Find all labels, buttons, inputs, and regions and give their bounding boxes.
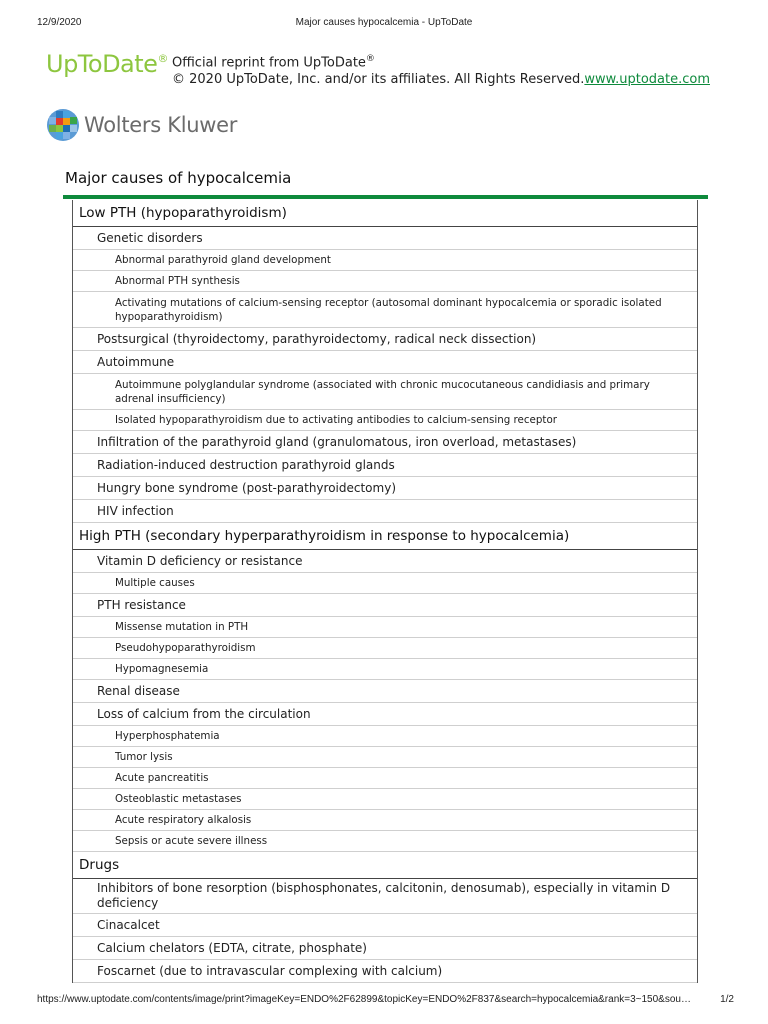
subcause-row	[73, 410, 697, 431]
cause-row	[73, 500, 697, 523]
row-text: Autoimmune polyglandular syndrome (associated with chronic mucocutaneous candidiasis and primary adrenal insufficiency)	[115, 378, 650, 405]
row-text: Acute respiratory alkalosis	[115, 814, 252, 826]
cause-row	[73, 454, 697, 477]
subcause-row	[73, 292, 697, 328]
subcause-row	[73, 726, 697, 747]
title-divider	[63, 195, 708, 199]
row-text: Abnormal parathyroid gland development	[115, 254, 331, 266]
cause-row	[73, 477, 697, 500]
section-header-row	[73, 200, 697, 227]
row-text: Osteoblastic metastases	[115, 793, 242, 805]
row-text: Vitamin D deficiency or resistance	[97, 553, 303, 568]
print-date: 12/9/2020	[37, 17, 82, 28]
cause-row	[73, 227, 697, 250]
row-text: Autoimmune	[97, 354, 175, 369]
subcause-row	[73, 250, 697, 271]
subcause-row	[73, 747, 697, 768]
cause-row	[73, 879, 697, 914]
row-text: Radiation-induced destruction parathyroid glands	[97, 457, 395, 472]
row-text: Isolated hypoparathyroidism due to activating antibodies to calcium-sensing receptor	[115, 414, 557, 426]
subcause-row	[73, 768, 697, 789]
row-text: Infiltration of the parathyroid gland (granulomatous, iron overload, metastases)	[97, 434, 577, 449]
document-title: Major causes of hypocalcemia	[65, 169, 292, 187]
section-header-row	[73, 523, 697, 550]
uptodate-site-link[interactable]: www.uptodate.com	[584, 72, 710, 88]
row-text: Renal disease	[97, 683, 180, 698]
section-header-text: Drugs	[79, 856, 120, 873]
row-text: Multiple causes	[115, 577, 195, 589]
row-text: Activating mutations of calcium-sensing receptor (autosomal dominant hypocalcemia or sporadic isolated hypoparathyroidism)	[115, 296, 662, 323]
row-text: Tumor lysis	[115, 751, 173, 763]
subcause-row	[73, 617, 697, 638]
row-text: Hypomagnesemia	[115, 663, 209, 675]
print-page-title: Major causes hypocalcemia - UpToDate	[295, 17, 473, 28]
print-url: https://www.uptodate.com/contents/image/print?imageKey=ENDO%2F62899&topicKey=ENDO%2F837&search=hypocalcemia&rank=3~150&sou…	[37, 994, 691, 1005]
row-text: Inhibitors of bone resorption (bisphosphonates, calcitonin, denosumab), especially in vitamin D deficiency	[97, 881, 671, 910]
cause-row	[73, 937, 697, 960]
cause-row	[73, 328, 697, 351]
cause-row	[73, 351, 697, 374]
row-text: Foscarnet (due to intravascular complexing with calcium)	[97, 963, 443, 978]
row-text: Hyperphosphatemia	[115, 730, 220, 742]
row-text: Loss of calcium from the circulation	[97, 706, 311, 721]
cause-row	[73, 914, 697, 937]
subcause-row	[73, 573, 697, 594]
copyright-text: © 2020 UpToDate, Inc. and/or its affiliates. All Rights Reserved.	[172, 72, 585, 88]
section-header-row	[73, 852, 697, 879]
row-text: Hungry bone syndrome (post-parathyroidectomy)	[97, 480, 396, 495]
row-text: Genetic disorders	[97, 230, 203, 245]
row-text: Missense mutation in PTH	[115, 621, 249, 633]
reprint-notice	[172, 51, 710, 88]
row-text: Sepsis or acute severe illness	[115, 835, 268, 847]
logo-registered-mark: ®	[157, 52, 168, 65]
publisher-name: Wolters Kluwer	[84, 113, 238, 137]
subcause-row	[73, 789, 697, 810]
cause-row	[73, 703, 697, 726]
subcause-row	[73, 659, 697, 680]
subcause-row	[73, 271, 697, 292]
row-text: HIV infection	[97, 503, 174, 518]
row-text: Cinacalcet	[97, 917, 160, 932]
reprint-registered-mark: ®	[365, 54, 375, 64]
row-text: Calcium chelators (EDTA, citrate, phosphate)	[97, 940, 367, 955]
page-number: 1/2	[720, 994, 734, 1005]
row-text: Pseudohypoparathyroidism	[115, 642, 256, 654]
row-text: Postsurgical (thyroidectomy, parathyroidectomy, radical neck dissection)	[97, 331, 537, 346]
reprint-line: Official reprint from UpToDate	[172, 55, 366, 71]
row-text: PTH resistance	[97, 597, 186, 612]
causes-table	[72, 200, 698, 983]
wolters-kluwer-globe-icon	[46, 108, 80, 142]
subcause-row	[73, 831, 697, 852]
row-text: Abnormal PTH synthesis	[115, 275, 240, 287]
cause-row	[73, 594, 697, 617]
section-header-text: High PTH (secondary hyperparathyroidism in response to hypocalcemia)	[79, 527, 570, 544]
cause-row	[73, 431, 697, 454]
subcause-row	[73, 638, 697, 659]
subcause-row	[73, 374, 697, 410]
uptodate-logo[interactable]	[46, 50, 168, 78]
row-text: Acute pancreatitis	[115, 772, 209, 784]
section-header-text: Low PTH (hypoparathyroidism)	[79, 204, 287, 221]
cause-row	[73, 680, 697, 703]
cause-row	[73, 550, 697, 573]
cause-row	[73, 960, 697, 983]
wolters-kluwer-logo	[46, 108, 237, 142]
logo-text: UpToDate	[46, 50, 158, 78]
subcause-row	[73, 810, 697, 831]
